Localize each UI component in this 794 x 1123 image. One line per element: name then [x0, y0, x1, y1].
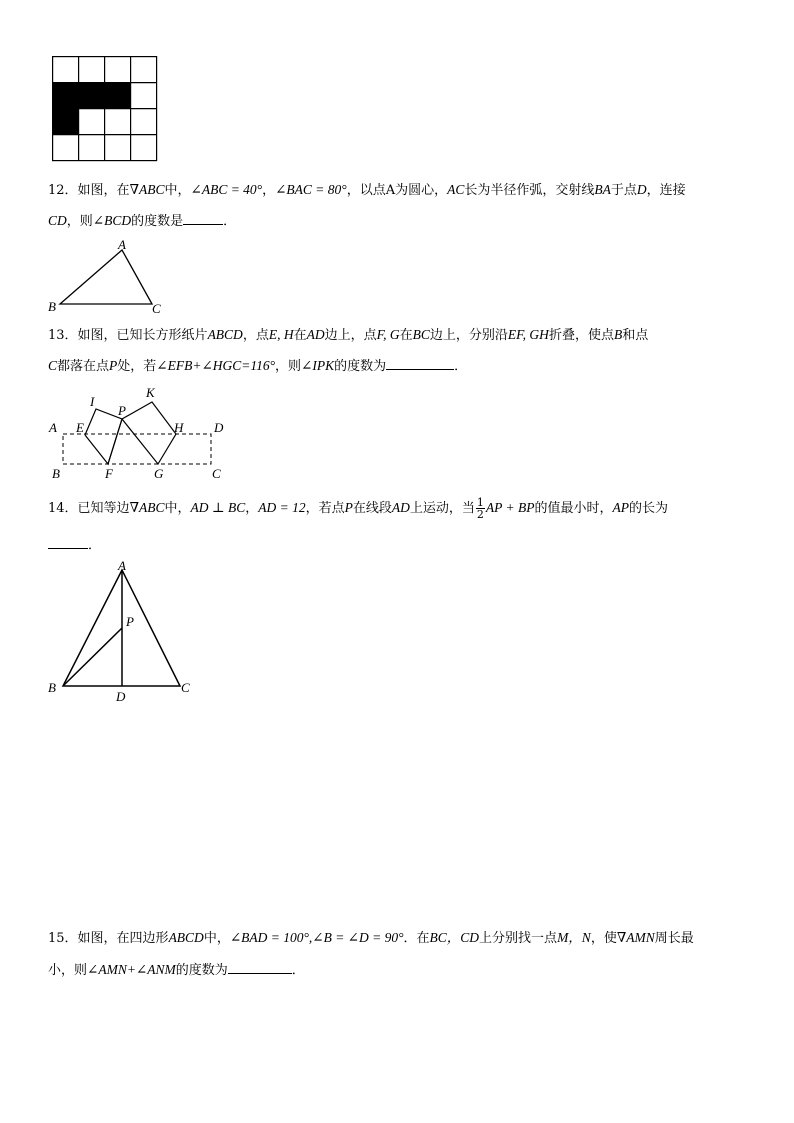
q13-answer-blank[interactable]: [386, 357, 454, 370]
q12-line2: CD，则∠BCD的度数是 ．: [48, 213, 237, 229]
q13-line2: C都落在点P处，若∠EFB+∠HGC=116°，则∠IPK的度数为 ．: [48, 358, 468, 374]
q12-label-A: A: [118, 237, 126, 252]
q12-number: 12．: [48, 183, 78, 198]
q13-label-G: G: [154, 466, 164, 481]
q12-triangle-figure: [44, 236, 174, 318]
q13-label-A: A: [49, 420, 57, 435]
q14-fraction: $\frac{1}{2}$: [476, 496, 484, 521]
grid-filled-cell: [79, 83, 105, 109]
grid-filled-cell: [53, 109, 79, 135]
q13-label-D: D: [214, 420, 224, 435]
grid-filled-cell: [105, 83, 131, 109]
q13-line1: 13．如图，已知长方形纸片ABCD，点E, H在AD边上，点F, G在BC边上，分别沿EF, GH折叠，使点B和点: [48, 327, 649, 343]
q14-line2: ．: [48, 536, 101, 555]
q13-fold-figure: [44, 382, 234, 482]
q13-label-H: H: [174, 420, 184, 435]
q13-label-E: E: [76, 420, 84, 435]
q13-label-P: P: [118, 403, 126, 418]
grid-figure: [52, 56, 158, 162]
q15-line2: 小，则∠AMN+∠ANM的度数为 ．: [48, 962, 305, 978]
q13-label-K: K: [146, 385, 155, 400]
q12-label-C: C: [152, 301, 161, 316]
q14-label-B: B: [48, 680, 56, 695]
q14-answer-blank[interactable]: [48, 536, 88, 549]
q13-label-C: C: [212, 466, 221, 481]
q12-answer-blank[interactable]: [183, 212, 223, 225]
q14-triangle-figure: [44, 556, 204, 706]
q13-label-I: I: [90, 394, 95, 409]
q14-number: 14．: [48, 501, 78, 516]
q14-label-C: C: [181, 680, 190, 695]
q12-line1: 12．如图，在∇ABC中，∠ABC = 40°，∠BAC = 80°，以点A为圆心，AC长为半径作弧，交射线BA于点D，连接: [48, 182, 686, 198]
q15-line1: 15．如图，在四边形ABCD中，∠BAD = 100°,∠B = ∠D = 90°．在BC，CD上分别找一点M，N，使∇AMN周长最: [48, 930, 694, 946]
q13-label-F: F: [105, 466, 113, 481]
q15-answer-blank[interactable]: [228, 961, 292, 974]
q15-number: 15．: [48, 931, 78, 946]
q13-number: 13．: [48, 328, 78, 343]
q14-label-A: A: [118, 558, 126, 573]
q14-line1: 14．已知等边∇ABC中，AD ⊥ BC，AD = 12，若点P在线段AD上运动，当 $\frac{1}{2}$ AP + BP的值最小时，AP的长为: [48, 496, 669, 521]
q12-label-B: B: [48, 299, 56, 314]
q13-label-B: B: [52, 466, 60, 481]
q14-label-P: P: [126, 614, 134, 629]
grid-filled-cell: [53, 83, 79, 109]
q14-label-D: D: [116, 689, 126, 704]
